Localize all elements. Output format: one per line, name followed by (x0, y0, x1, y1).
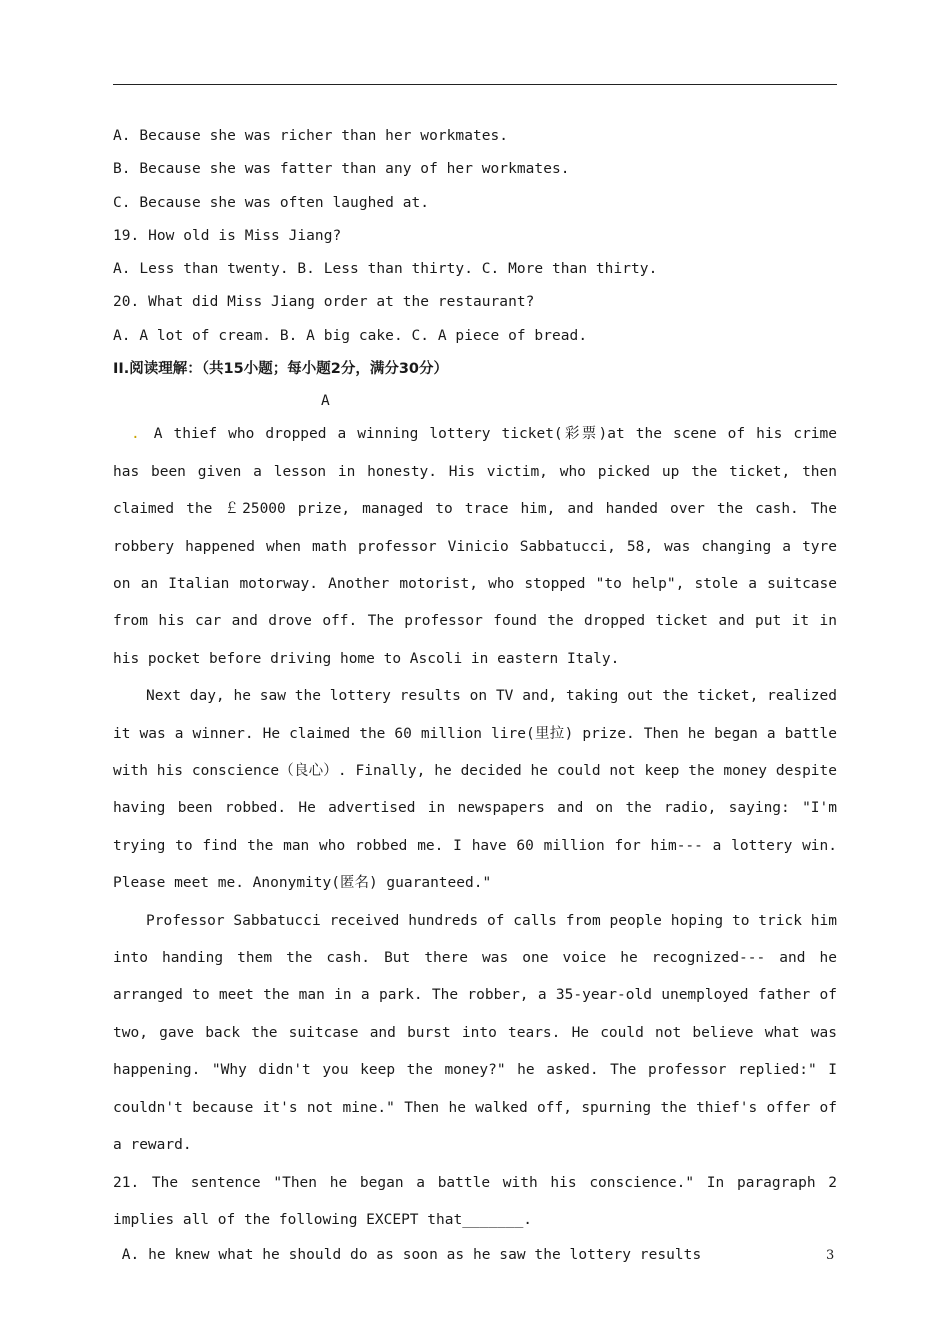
q19-options: A. Less than twenty. B. Less than thirty. C. More than thirty. (113, 261, 658, 278)
header-rule (113, 84, 837, 85)
q18-option-a: A. Because she was richer than her workmates. (113, 128, 509, 144)
q20-question: 20. What did Miss Jiang order at the restaurant? (113, 294, 535, 311)
page-content (113, 120, 837, 1273)
passage-paragraph-2: Next day, he saw the lottery results on TV and, taking out the ticket, realized it was a winner. He claimed the 60 million lire(里拉) prize. Then he began a battle with his conscience（良心）. Finally, he decided he could not keep the money despite having been robbed. He advertised in newspapers and on the radio, saying: "I'm trying to find the man who robbed me. I have 60 million for him--- a lottery win. Please meet me. Anonymity(匿名) guaranteed." (113, 688, 837, 892)
page-number: 3 (826, 1248, 835, 1263)
passage-paragraph-1 (113, 416, 837, 678)
q20-options: A. A lot of cream. B. A big cake. C. A piece of bread. (113, 327, 588, 344)
q19-question: 19. How old is Miss Jiang? (113, 227, 342, 244)
q21-question: 21. The sentence "Then he began a battle with his conscience." In paragraph 2 implies all of the following EXCEPT that_______. (113, 1174, 837, 1228)
leading-mark: . (131, 426, 140, 443)
q21-option-a: A. he knew what he should do as soon as he saw the lottery results (113, 1247, 702, 1264)
paragraph-1-text: A thief who dropped a winning lottery ticket(彩票)at the scene of his crime has been given a lesson in honesty. His victim, who picked up the ticket, then claimed the ￡25000 prize, managed to trace him, and handed over the cash. The robbery happened when math professor Vinicio Sabbatucci, 58, was changing a tyre on an Italian motorway. Another motorist, who stopped "to help", stole a suitcase from his car and drove off. The professor found the dropped ticket and put it in his pocket before driving home to Ascoli in eastern Italy. (113, 426, 837, 667)
passage-paragraph-3: Professor Sabbatucci received hundreds of calls from people hoping to trick him into handing them the cash. But there was one voice he recognized--- and he arranged to meet the man in a park. The robber, a 35-year-old unemployed father of two, gave back the suitcase and burst into tears. He could not believe what was happening. "Why didn't you keep the money?" he asked. The professor replied:" I couldn't because it's not mine." Then he walked off, spurning the thief's offer of a reward. (113, 912, 837, 1154)
passage-label: A (321, 393, 330, 410)
section-heading: II.阅读理解：（共15小题；每小题2分，满分30分） (113, 361, 448, 378)
q18-option-b: B. Because she was fatter than any of her workmates. (113, 161, 570, 178)
q18-option-c: C. Because she was often laughed at. (113, 194, 430, 211)
